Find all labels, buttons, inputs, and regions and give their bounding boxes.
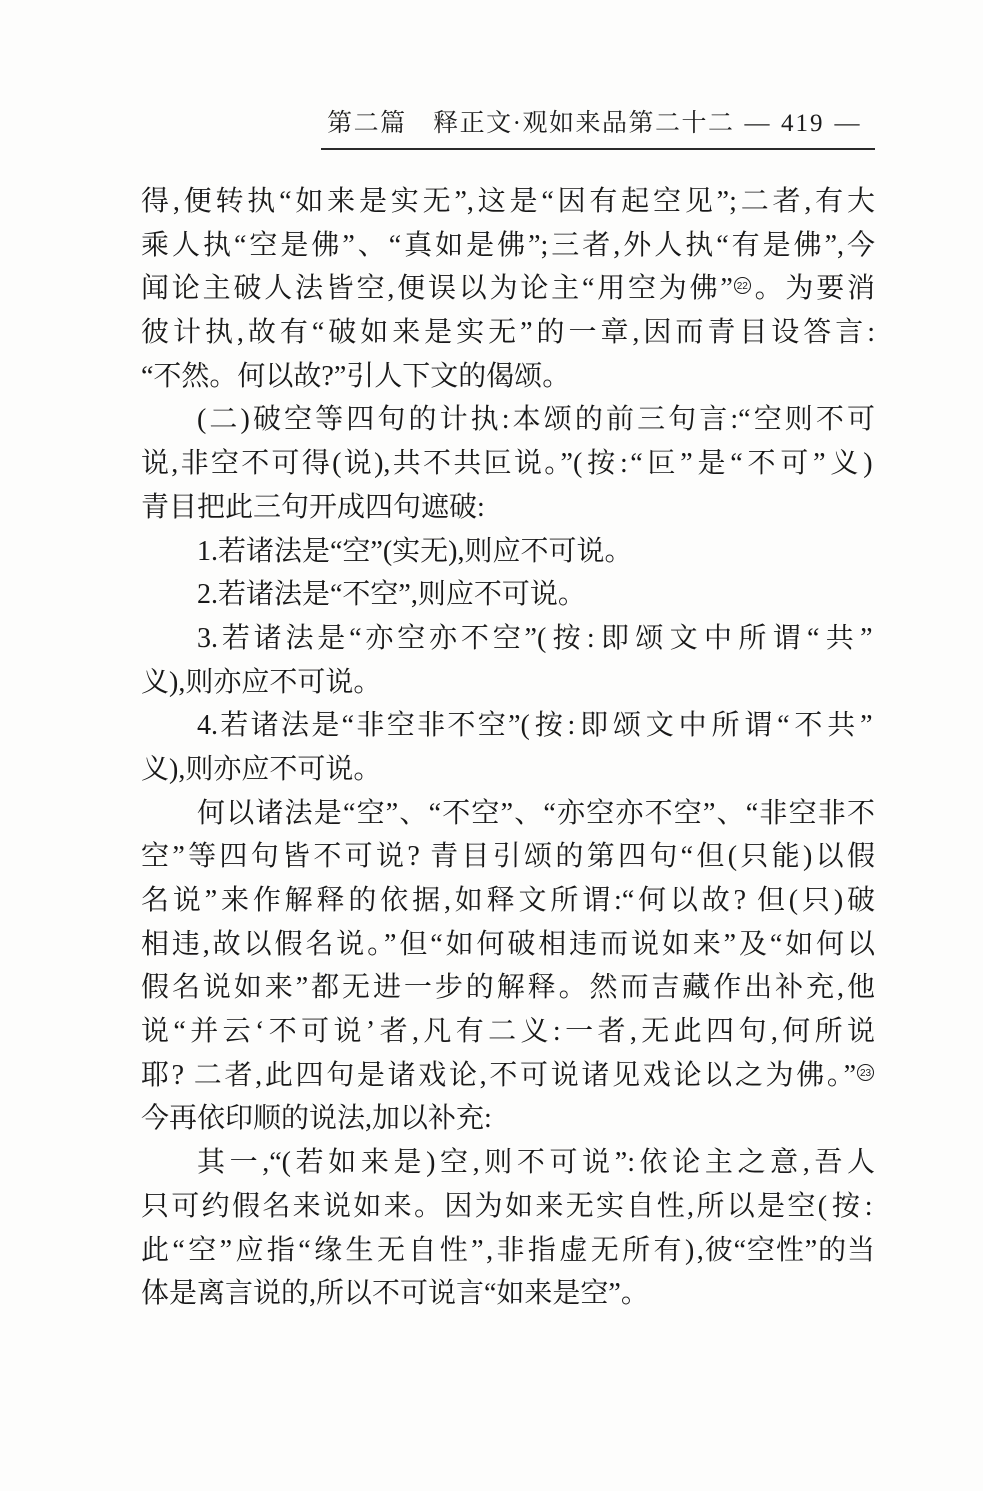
text-line-20 [141, 1010, 875, 1054]
text-segment: 义),则亦应不可说。 [141, 666, 382, 698]
text-line-14 [141, 748, 875, 792]
text-line-9 [141, 530, 875, 574]
text-line-18 [141, 923, 875, 967]
editorial-note: (按: [817, 1190, 875, 1222]
text-segment: 2.若诸法是“不空”,则应不可说。 [197, 579, 586, 611]
text-line-23 [141, 1141, 875, 1185]
editorial-note: 此“空”应指“缘生无自性”,非指虚无所有) [141, 1234, 697, 1266]
text-line-24 [141, 1185, 875, 1229]
body-text [141, 180, 875, 1316]
text-segment: 闻论主破人法皆空,便误以为论主“用空为佛” [141, 273, 733, 305]
text-segment: 1.若诸法是“空”(实无),则应不可说。 [197, 535, 633, 567]
text-line-2 [141, 224, 875, 268]
text-segment: 体是离言说的,所以不可说言“如来是空”。 [141, 1278, 649, 1310]
text-line-10 [141, 573, 875, 617]
text-segment: 。为要消 [751, 273, 875, 305]
text-line-12 [141, 661, 875, 705]
text-segment: 得,便转执“如来是实无”,这是“因有起空见”;二者,有大 [141, 186, 875, 217]
text-segment: “不然。何以故?”引人下文的偈颂。 [141, 360, 571, 392]
text-line-26 [141, 1272, 875, 1316]
text-line-15 [141, 792, 875, 836]
text-segment: ,彼“空性”的当 [696, 1234, 875, 1266]
text-line-4 [141, 311, 875, 355]
text-segment: 名说”来作解释的依据,如释文所谓:“何以故? 但(只)破 [141, 885, 875, 916]
page-number-dash-right: — [834, 110, 861, 137]
text-line-8 [141, 486, 875, 530]
text-segment: 彼计执,故有“破如来是实无”的一章,因而青目设答言: [141, 317, 875, 349]
text-segment: 说,非空不可得(说),共不共叵说。” [141, 448, 573, 480]
editorial-note: (按:即颂文中所谓“共” [536, 622, 875, 654]
text-segment: 青目把此三句开成四句遮破: [141, 491, 485, 523]
text-segment: 相违,故以假名说。”但“如何破相违而说如来”及“如何以 [141, 928, 875, 960]
text-segment: 义),则亦应不可说。 [141, 753, 382, 785]
text-line-3 [141, 267, 875, 311]
text-segment: 其一,“(若如来是)空,则不可说”:依论主之意,吾人 [197, 1147, 875, 1179]
running-title: 第二篇 释正文·观如来品第二十二 [327, 110, 735, 137]
text-segment: 空”等四句皆不可说? 青目引颂的第四句“但(只能)以假 [141, 841, 875, 873]
text-segment: 4.若诸法是“非空非不空” [197, 710, 521, 742]
text-segment: 3.若诸法是“亦空亦不空” [197, 622, 537, 654]
text-line-17 [141, 879, 875, 923]
footnote-ref-23: 23 [857, 1064, 874, 1081]
text-line-13 [141, 704, 875, 748]
footnote-ref-22: 22 [734, 277, 751, 294]
text-line-11 [141, 617, 875, 661]
page-header [321, 103, 875, 150]
text-segment: 今再依印顺的说法,加以补充: [141, 1103, 492, 1135]
text-segment: 乘人执“空是佛”、“真如是佛”;三者,外人执“有是佛”,今 [141, 229, 875, 261]
editorial-note: (按:即颂文中所谓“不共” [520, 710, 875, 742]
text-segment: 假名说如来”都无进一步的解释。然而吉藏作出补充,他 [141, 972, 875, 1004]
page-number-dash-left: — [744, 110, 771, 137]
text-line-5 [141, 355, 875, 399]
text-segment: (二)破空等四句的计执:本颂的前三句言:“空则不可 [197, 404, 875, 436]
text-segment: 说“并云‘不可说’者,凡有二义:一者,无此四句,何所说 [141, 1016, 875, 1048]
editorial-note: (按:“叵”是“不可”义) [573, 448, 875, 480]
text-line-21 [141, 1054, 875, 1098]
text-segment: 何以诸法是“空”、“不空”、“亦空亦不空”、“非空非不 [197, 797, 875, 829]
page-number: 419 [781, 110, 825, 137]
text-line-22 [141, 1097, 875, 1141]
text-line-19 [141, 966, 875, 1010]
text-line-6 [141, 398, 875, 442]
text-line-7 [141, 442, 875, 486]
text-line-1 [141, 180, 875, 224]
text-segment: 只可约假名来说如来。因为如来无实自性,所以是空 [141, 1190, 818, 1222]
text-line-16 [141, 835, 875, 879]
text-line-25 [141, 1229, 875, 1273]
text-segment: 耶? 二者,此四句是诸戏论,不可说诸见戏论以之为佛。” [141, 1059, 856, 1091]
